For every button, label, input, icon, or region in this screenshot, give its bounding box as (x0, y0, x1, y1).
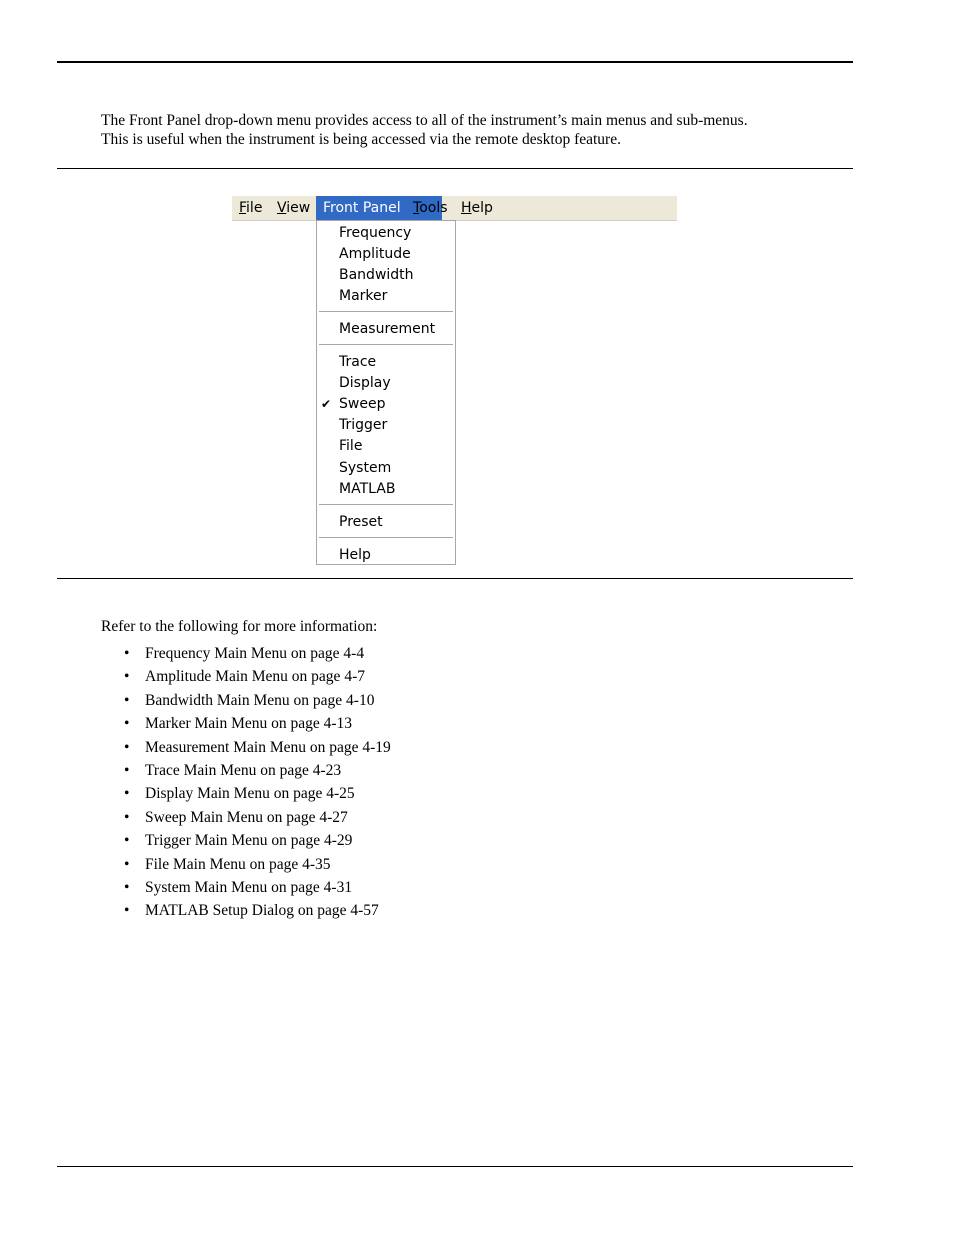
reference-link[interactable]: Display Main Menu on page 4-25 (145, 785, 355, 803)
bullet: • (124, 715, 130, 733)
dropdown-item-help[interactable]: Help (339, 547, 371, 563)
dropdown-separator (319, 537, 453, 538)
bullet: • (124, 832, 130, 850)
bullet: • (124, 691, 130, 709)
dropdown-item-bandwidth[interactable]: Bandwidth (339, 267, 414, 283)
bullet: • (124, 902, 130, 920)
checkmark-icon: ✔ (321, 397, 332, 411)
bullet: • (124, 808, 130, 826)
dropdown-item-label: Sweep (339, 396, 386, 412)
menu-tools[interactable]: Tools (413, 200, 448, 216)
list-item[interactable] (124, 738, 391, 761)
list-item[interactable] (124, 808, 391, 831)
refer-intro: Refer to the following for more information: (101, 618, 378, 635)
list-item[interactable] (124, 784, 391, 807)
dropdown-item-trace[interactable]: Trace (339, 354, 377, 370)
list-item[interactable] (124, 855, 391, 878)
reference-link[interactable]: Marker Main Menu on page 4-13 (145, 715, 353, 733)
menu-bar (232, 196, 677, 221)
reference-link[interactable]: Trace Main Menu on page 4-23 (145, 761, 342, 779)
reference-link[interactable]: File Main Menu on page 4-35 (145, 855, 331, 873)
list-item[interactable] (124, 831, 391, 854)
bullet: • (124, 738, 130, 756)
dropdown-item-sweep[interactable] (317, 394, 455, 415)
reference-link[interactable]: Bandwidth Main Menu on page 4-10 (145, 691, 375, 709)
list-item[interactable] (124, 761, 391, 784)
reference-link[interactable]: Frequency Main Menu on page 4-4 (145, 645, 365, 662)
list-item[interactable] (124, 667, 391, 690)
dropdown-separator (319, 344, 453, 345)
dropdown-item-frequency[interactable]: Frequency (339, 225, 412, 241)
front-panel-dropdown (316, 220, 456, 565)
intro-line-2: This is useful when the instrument is being accessed via the remote desktop feature. (101, 130, 621, 148)
dropdown-item-trigger[interactable]: Trigger (339, 417, 388, 433)
reference-list (124, 644, 391, 925)
menu-front-panel[interactable]: Front Panel (316, 196, 442, 220)
reference-link[interactable]: Measurement Main Menu on page 4-19 (145, 738, 391, 756)
intro-line-1: The Front Panel drop-down menu provides access to all of the instrument’s main menus and sub-menus. (101, 112, 748, 129)
bullet: • (124, 645, 130, 662)
dropdown-item-preset[interactable]: Preset (339, 514, 383, 530)
menu-help[interactable]: Help (461, 200, 493, 216)
menu-file[interactable]: File (239, 200, 263, 216)
figure-top-rule (57, 168, 853, 169)
reference-link[interactable]: System Main Menu on page 4-31 (145, 878, 353, 896)
list-item[interactable] (124, 901, 391, 924)
reference-link[interactable]: Sweep Main Menu on page 4-27 (145, 808, 348, 826)
dropdown-separator (319, 311, 453, 312)
menu-view[interactable]: View (277, 200, 311, 216)
dropdown-item-matlab[interactable]: MATLAB (339, 481, 396, 497)
intro-paragraph (101, 112, 861, 149)
dropdown-item-display[interactable]: Display (339, 375, 391, 391)
header-rule (57, 61, 853, 63)
bullet: • (124, 855, 130, 873)
list-item[interactable] (124, 644, 391, 667)
bullet: • (124, 761, 130, 779)
bullet: • (124, 785, 130, 803)
dropdown-item-file[interactable]: File (339, 438, 363, 454)
dropdown-item-marker[interactable]: Marker (339, 288, 388, 304)
figure-bottom-rule (57, 578, 853, 579)
list-item[interactable] (124, 878, 391, 901)
footer-rule (57, 1166, 853, 1167)
dropdown-separator (319, 504, 453, 505)
bullet: • (124, 668, 130, 686)
front-panel-menu-screenshot (232, 196, 677, 566)
dropdown-item-amplitude[interactable]: Amplitude (339, 246, 411, 262)
reference-link[interactable]: Trigger Main Menu on page 4-29 (145, 832, 353, 850)
list-item[interactable] (124, 691, 391, 714)
dropdown-item-measurement[interactable]: Measurement (339, 321, 436, 337)
reference-link[interactable]: Amplitude Main Menu on page 4-7 (145, 668, 365, 686)
bullet: • (124, 878, 130, 896)
list-item[interactable] (124, 714, 391, 737)
reference-link[interactable]: MATLAB Setup Dialog on page 4-57 (145, 902, 379, 920)
dropdown-item-system[interactable]: System (339, 460, 392, 476)
